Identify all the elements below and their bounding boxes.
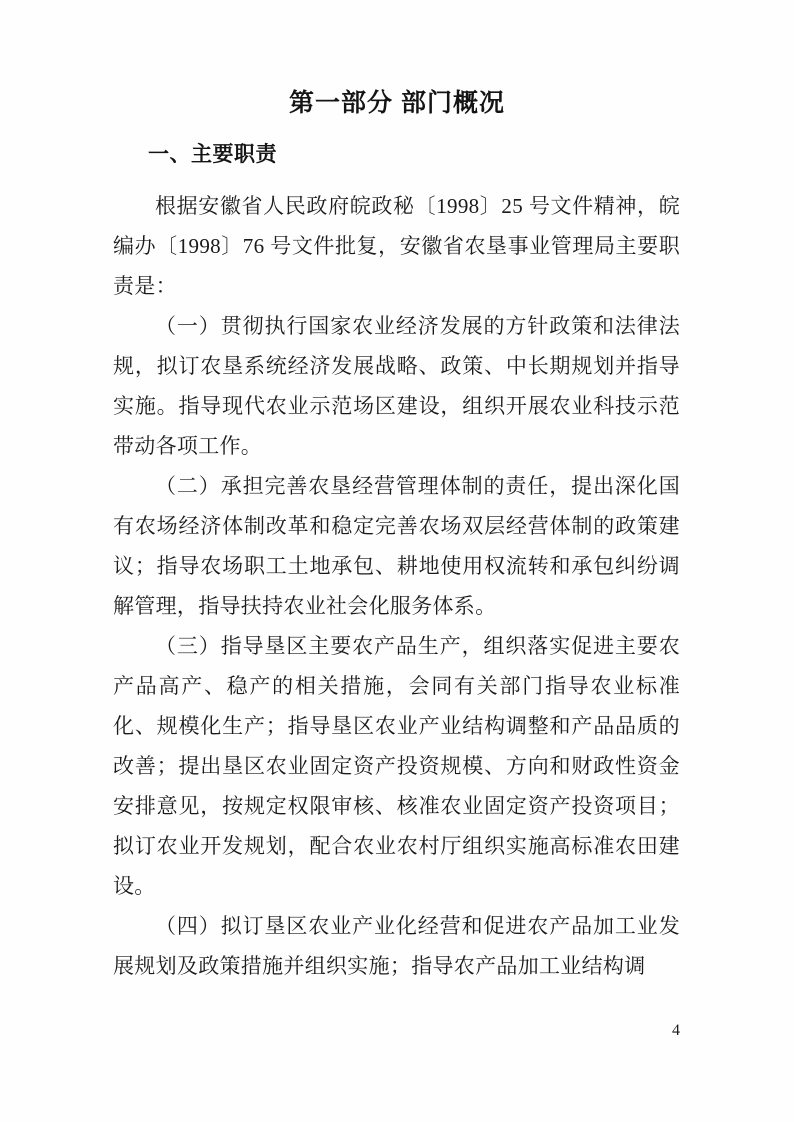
page-number: 4 (672, 1022, 680, 1039)
paragraph-duty-1: （一）贯彻执行国家农业经济发展的方针政策和法律法规，拟订农垦系统经济发展战略、政策、中长期规划并指导实施。指导现代农业示范场区建设，组织开展农业科技示范带动各项工作。 (113, 314, 680, 458)
paragraph-duty-3: （三）指导垦区主要农产品生产，组织落实促进主要农产品高产、稳产的相关措施，会同有关部门指导农业标准化、规模化生产；指导垦区农业产业结构调整和产品品质的改善；提出垦区农业固定资产投资规模、方向和财政性资金安排意见，按规定权限审核、核准农业固定资产投资项目；拟订农业开发规划，配合农业农村厅组织实施高标准农田建设。 (113, 634, 680, 898)
document-title: 第一部分 部门概况 (289, 89, 505, 117)
paragraph-duty-2: （二）承担完善农垦经营管理体制的责任，提出深化国有农场经济体制改革和稳定完善农场双层经营体制的政策建议；指导农场职工土地承包、耕地使用权流转和承包纠纷调解管理，指导扶持农业社会化服务体系。 (113, 474, 680, 618)
document-body (113, 186, 680, 986)
paragraph-intro: 根据安徽省人民政府皖政秘〔1998〕25 号文件精神，皖编办〔1998〕76 号文件批复，安徽省农垦事业管理局主要职责是： (113, 194, 680, 298)
section-heading: 一、主要职责 (148, 143, 277, 166)
paragraph-duty-4: （四）拟订垦区农业产业化经营和促进农产品加工业发展规划及政策措施并组织实施；指导农产品加工业结构调 (113, 914, 680, 978)
